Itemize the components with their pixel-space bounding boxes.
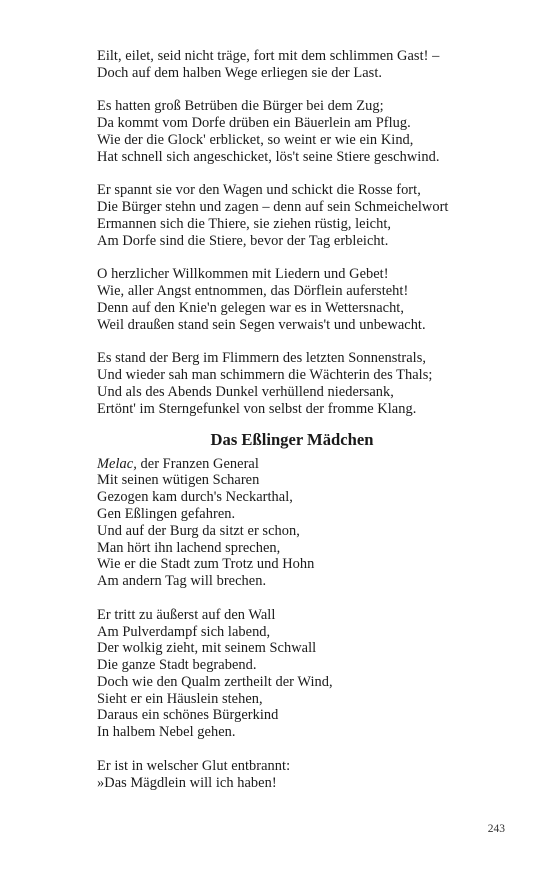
stanza <box>97 98 497 165</box>
page-number: 243 <box>487 823 505 835</box>
verse-line: Mit seinen wütigen Scharen <box>97 472 260 489</box>
stanza <box>97 456 497 590</box>
stanza-gap <box>97 590 497 607</box>
verse-line: Ermannen sich die Thiere, sie ziehen rüstig, leicht, <box>97 215 392 232</box>
verse-line-first <box>97 456 497 473</box>
verse-line: Wie der die Glock' erblicket, so weint er wie ein Kind, <box>97 131 414 148</box>
stanza <box>97 182 497 249</box>
stanza-gap <box>97 334 497 351</box>
verse-line: Hat schnell sich angeschicket, lös't seine Stiere geschwind. <box>97 148 440 165</box>
verse-line: Am Pulverdampf sich labend, <box>97 623 271 640</box>
verse-line: Die Bürger stehn und zagen – denn auf sein Schmeichelwort <box>97 199 449 216</box>
stanza-gap <box>97 250 497 267</box>
verse-line: Und auf der Burg da sitzt er schon, <box>97 522 300 539</box>
verse-line: Es hatten groß Betrüben die Bürger bei dem Zug; <box>97 98 384 115</box>
verse-line: Er spannt sie vor den Wagen und schickt die Rosse fort, <box>97 182 421 199</box>
verse-line: Er ist in welscher Glut entbrannt: <box>97 757 291 774</box>
verse-line: O herzlicher Willkommen mit Liedern und Gebet! <box>97 266 389 283</box>
verse-line: Wie, aller Angst entnommen, das Dörflein aufersteht! <box>97 283 409 300</box>
verse-line: Sieht er ein Häuslein stehen, <box>97 690 263 707</box>
verse-line: Gen Eßlingen gefahren. <box>97 505 236 522</box>
verse-line: Die ganze Stadt begrabend. <box>97 657 257 674</box>
verse-line: Es stand der Berg im Flimmern des letzten Sonnenstrals, <box>97 350 427 367</box>
stanza <box>97 48 497 82</box>
verse-line: In halbem Nebel gehen. <box>97 724 236 741</box>
verse-line: Am Dorfe sind die Stiere, bevor der Tag erbleicht. <box>97 232 389 249</box>
stanza <box>97 607 497 741</box>
verse-line: Ertönt' im Sterngefunkel von selbst der fromme Klang. <box>97 400 417 417</box>
verse-line: Und wieder sah man schimmern die Wächterin des Thals; <box>97 367 433 384</box>
text-block <box>97 48 497 791</box>
stanza <box>97 266 497 333</box>
poem-title: Das Eßlinger Mädchen <box>210 429 374 449</box>
verse-line: Und als des Abends Dunkel verhüllend niedersank, <box>97 383 394 400</box>
name-melac: Melac, <box>97 455 137 472</box>
verse-line: »Das Mägdlein will ich haben! <box>97 774 277 791</box>
stanza-gap <box>97 82 497 99</box>
stanza-gap <box>97 166 497 183</box>
verse-line: Da kommt vom Dorfe drüben ein Bäuerlein am Pflug. <box>97 115 411 132</box>
verse-line-rest: der Franzen General <box>136 455 259 472</box>
verse-line: Doch auf dem halben Wege erliegen sie der Last. <box>97 64 383 81</box>
verse-line: Doch wie den Qualm zertheilt der Wind, <box>97 673 333 690</box>
verse-line: Er tritt zu äußerst auf den Wall <box>97 606 276 623</box>
stanza <box>97 350 497 417</box>
verse-line: Wie er die Stadt zum Trotz und Hohn <box>97 556 315 573</box>
verse-line: Eilt, eilet, seid nicht träge, fort mit dem schlimmen Gast! – <box>97 48 440 64</box>
stanza-gap <box>97 741 497 758</box>
verse-line: Am andern Tag will brechen. <box>97 573 267 590</box>
verse-line: Der wolkig zieht, mit seinem Schwall <box>97 640 317 657</box>
stanza <box>97 758 497 792</box>
verse-line: Weil draußen stand sein Segen verwais't und unbewacht. <box>97 316 426 333</box>
verse-line: Gezogen kam durch's Neckarthal, <box>97 489 293 506</box>
verse-line: Man hört ihn lachend sprechen, <box>97 539 281 556</box>
verse-line: Daraus ein schönes Bürgerkind <box>97 707 279 724</box>
verse-line: Denn auf den Knie'n gelegen war es in Wettersnacht, <box>97 299 405 316</box>
